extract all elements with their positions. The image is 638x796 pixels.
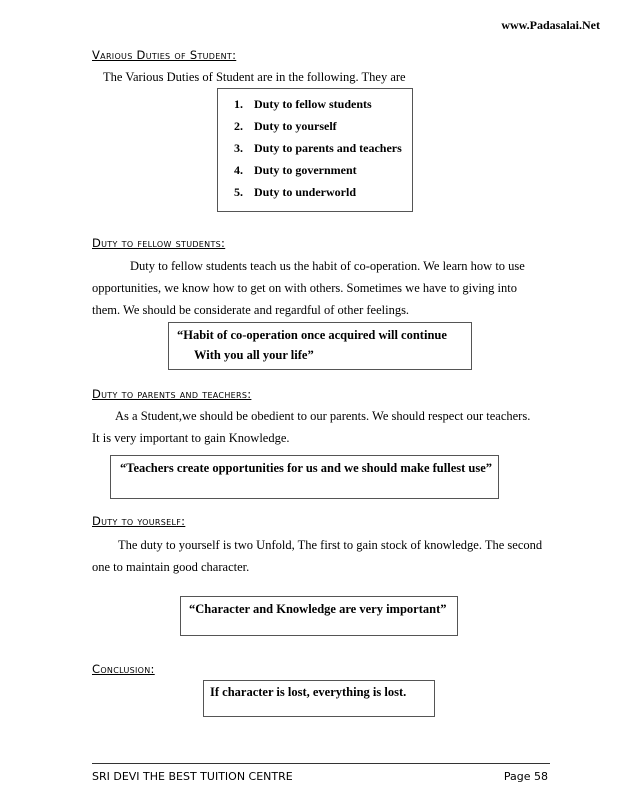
- heading-parents-teachers: Duty to parents and teachers:: [92, 387, 252, 401]
- quote-character: “Character and Knowledge are very important”: [189, 602, 447, 616]
- quote-box-character: [180, 596, 458, 636]
- fellow-line-2: opportunities, we know how to get on with others. Sometimes we have to giving into: [92, 281, 517, 295]
- footer-divider: [92, 763, 550, 764]
- duties-list: [218, 89, 412, 203]
- heading-fellow-students: Duty to fellow students:: [92, 236, 226, 250]
- heading-conclusion: Conclusion:: [92, 662, 155, 676]
- quote-teachers: “Teachers create opportunities for us and we should make fullest use”: [120, 461, 493, 475]
- quote-line-2: With you all your life”: [194, 348, 314, 362]
- list-item: 5. Duty to underworld: [234, 185, 357, 199]
- footer-left-text: SRI DEVI THE BEST TUITION CENTRE: [92, 770, 293, 783]
- quote-box-teachers: [110, 455, 499, 499]
- list-item: 1. Duty to fellow students: [234, 97, 372, 111]
- site-url: www.Padasalai.Net: [501, 18, 600, 32]
- parents-line-2: It is very important to gain Knowledge.: [92, 431, 290, 445]
- duties-list-box: [217, 88, 413, 212]
- page-number: Page 58: [503, 770, 548, 783]
- fellow-line-3: them. We should be considerate and regardful of other feelings.: [92, 303, 410, 317]
- quote-line-1: “Habit of co-operation once acquired will continue: [177, 328, 447, 342]
- list-item: 4. Duty to government: [234, 163, 357, 177]
- parents-line-1: As a Student,we should be obedient to our parents. We should respect our teachers.: [115, 409, 531, 423]
- yourself-line-2: one to maintain good character.: [92, 560, 250, 574]
- quote-box-cooperation: [168, 322, 472, 370]
- yourself-line-1: The duty to yourself is two Unfold, The first to gain stock of knowledge. The second: [118, 538, 543, 552]
- heading-various-duties: Various Duties of Student:: [92, 48, 237, 62]
- quote-conclusion: If character is lost, everything is lost.: [210, 685, 407, 699]
- list-item: 3. Duty to parents and teachers: [234, 141, 402, 155]
- fellow-line-1: Duty to fellow students teach us the habit of co-operation. We learn how to use: [130, 259, 525, 273]
- list-item: 2. Duty to yourself: [234, 119, 337, 133]
- heading-yourself: Duty to yourself:: [92, 514, 186, 528]
- intro-text: The Various Duties of Student are in the following. They are: [103, 70, 406, 84]
- quote-box-conclusion: [203, 680, 435, 717]
